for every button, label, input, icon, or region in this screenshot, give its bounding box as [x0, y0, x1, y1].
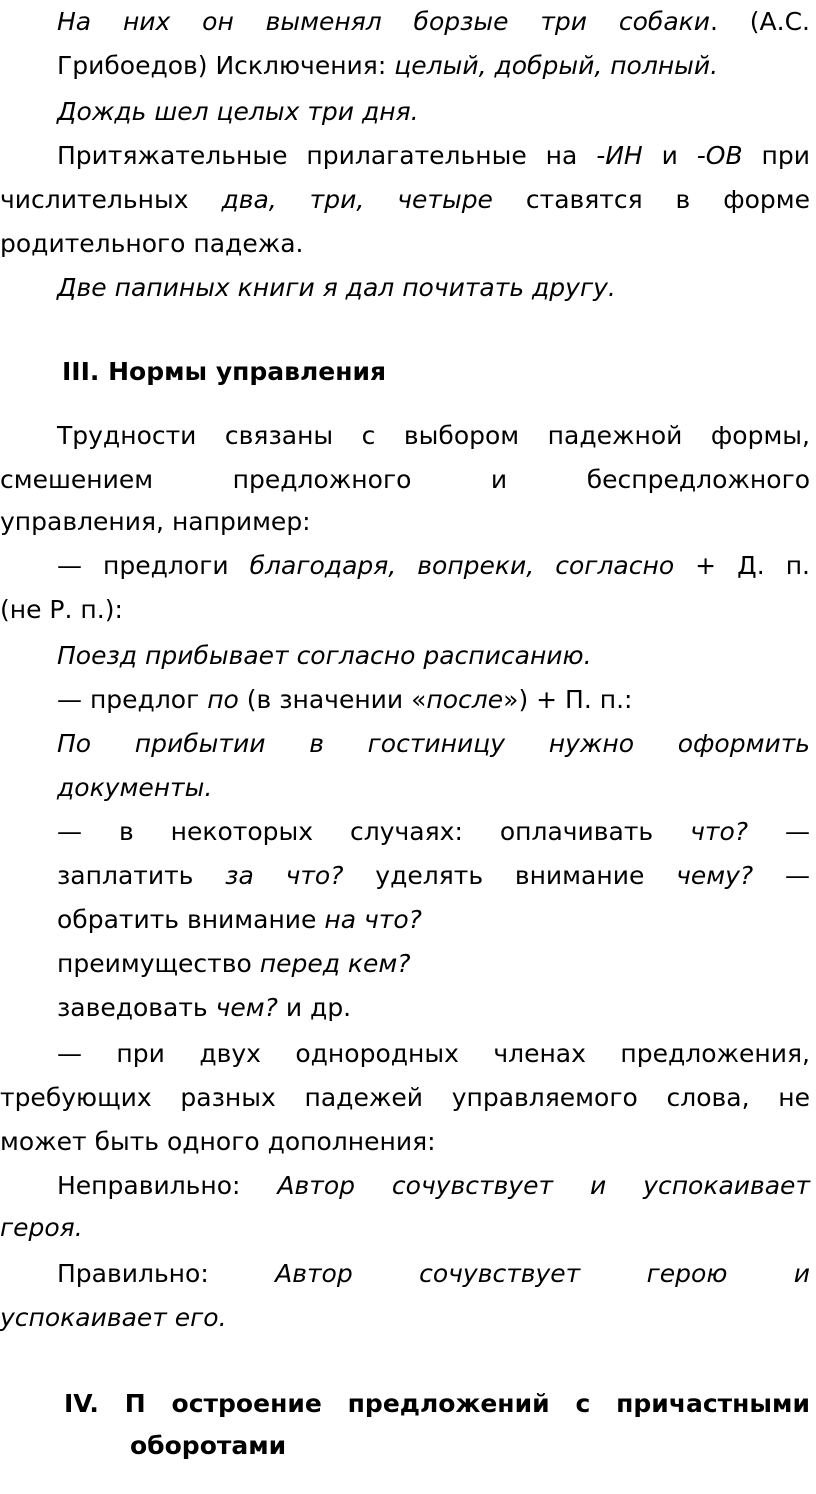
italic-run: На них он выменял борзые три собаки [57, 7, 710, 36]
italic-run: Поезд прибывает согласно расписанию. [57, 641, 592, 670]
italic-run: после [426, 685, 504, 714]
text-line-6 [0, 222, 810, 266]
text-line-27 [57, 1252, 810, 1296]
text-line-4 [57, 134, 810, 178]
text-run: Грибоедов) Исключения: [57, 51, 395, 80]
italic-run: -ОВ [696, 141, 743, 170]
text-line-22 [57, 1032, 810, 1076]
text-run: заплатить [57, 861, 226, 890]
section-heading-4: IV. П остроение предложений с причастными [64, 1389, 810, 1418]
text-line-2 [57, 44, 810, 88]
text-run: Притяжательные прилагательные на [57, 141, 597, 170]
text-line-17 [57, 810, 810, 854]
text-line-23 [0, 1076, 810, 1120]
text-run: Неправильно: [57, 1171, 278, 1200]
text-line-12 [0, 588, 810, 632]
italic-run: чему? [676, 861, 754, 890]
text-run: — предлог [57, 685, 208, 714]
section-heading-3: III. Нормы управления [62, 357, 387, 386]
example-sentence [57, 722, 810, 766]
italic-run: два, три, четыре [221, 185, 493, 214]
text-run: и [642, 141, 697, 170]
text-run: — предлоги [57, 551, 250, 580]
text-run: — [753, 861, 810, 890]
text-run: — при двух однородных членах предложения, [57, 1039, 810, 1068]
text-run: уделять внимание [343, 861, 677, 890]
italic-run: Автор сочувствует герою и [275, 1259, 811, 1288]
italic-run: по [207, 685, 239, 714]
italic-run: на что? [324, 905, 422, 934]
text-line-20 [57, 942, 810, 986]
text-run: смешением предложного и беспредложного [0, 465, 810, 494]
example-sentence-end [0, 1296, 810, 1340]
italic-run: перед кем? [259, 949, 411, 978]
text-run: Правильно: [57, 1259, 276, 1288]
example-sentence [57, 634, 810, 678]
text-run: заведовать [57, 993, 216, 1022]
italic-run: Две папиных книги я дал почитать другу. [57, 273, 616, 302]
text-run: (не Р. п.): [0, 595, 123, 624]
example-sentence [57, 90, 810, 134]
text-line-18 [57, 854, 810, 898]
text-run: (в значении « [238, 685, 427, 714]
text-line-25 [57, 1164, 810, 1208]
italic-run: чем? [215, 993, 278, 1022]
text-run: требующих разных падежей управляемого слова, не [0, 1083, 810, 1112]
text-run: Трудности связаны с выбором падежной формы, [57, 421, 810, 450]
text-run: управления, например: [0, 507, 311, 536]
italic-run: успокаивает его. [0, 1303, 227, 1332]
text-run: обратить внимание [57, 905, 325, 934]
text-run: числительных [0, 185, 222, 214]
text-line-19 [57, 898, 810, 942]
text-run: . (А.С. [710, 7, 810, 36]
text-line-9 [0, 458, 810, 502]
example-sentence [57, 266, 810, 310]
text-run: при [742, 141, 810, 170]
italic-run: благодаря, вопреки, согласно [249, 551, 675, 580]
italic-run: По прибытии в гостиницу нужно оформить [57, 729, 810, 758]
italic-run: что? [690, 817, 749, 846]
text-line-11 [57, 544, 810, 588]
text-run: ставятся в форме [492, 185, 811, 214]
italic-run: героя. [0, 1213, 83, 1242]
text-run: + Д. п. [674, 551, 810, 580]
example-sentence-end [57, 766, 810, 810]
text-line-10 [0, 500, 810, 544]
text-line-5 [0, 178, 810, 222]
text-run: преимущество [57, 949, 260, 978]
text-run: родительного падежа. [0, 229, 304, 258]
text-run: — в некоторых случаях: оплачивать [57, 817, 691, 846]
text-run: может быть одного дополнения: [0, 1127, 436, 1156]
text-line-8 [57, 414, 810, 458]
italic-run: Дождь шел целых три дня. [57, 97, 419, 126]
italic-run: -ИН [596, 141, 643, 170]
text-line-24 [0, 1120, 810, 1164]
text-line-14 [57, 678, 810, 722]
italic-run: целый, добрый, полный. [394, 51, 719, 80]
example-sentence-end [0, 1206, 810, 1250]
text-run: ») + П. п.: [503, 685, 633, 714]
italic-run: документы. [57, 773, 213, 802]
text-line-21 [57, 986, 810, 1030]
section-heading-4-continued: оборотами [130, 1431, 287, 1460]
text-run: и др. [277, 993, 352, 1022]
text-line-1 [57, 0, 810, 44]
italic-run: за что? [225, 861, 344, 890]
italic-run: Автор сочувствует и успокаивает [277, 1171, 811, 1200]
text-run: — [748, 817, 810, 846]
